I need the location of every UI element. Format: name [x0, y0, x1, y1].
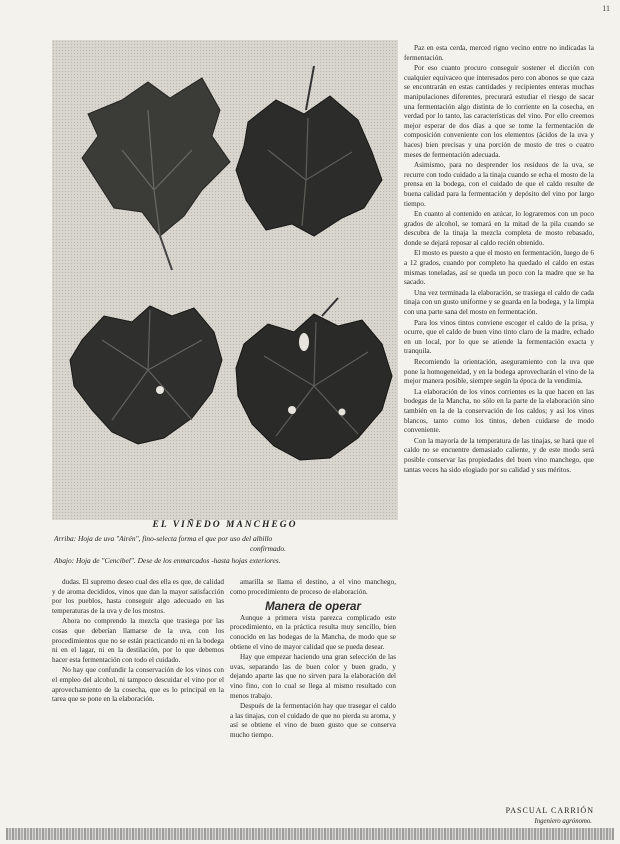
- figure-caption-top: Arriba: Hoja de uva "Airén", fino-selecta forma el que por uso del albillo: [54, 534, 273, 543]
- paragraph: Con la mayoría de la temperatura de las tinajas, se hará que el caldo no se encuentre demasiado caliente, y de este modo será posible conservar las propiedades del buen vino manchego, que tantas veces ha sido elogiado por su calidad y sus méritos.: [404, 436, 594, 474]
- paragraph: amarilla se llama el destino, a el vino manchego, como procedimiento de proceso de elaboración.: [230, 578, 396, 596]
- paragraph: dudas. El supremo deseo cual des ella es que, de calidad y de aroma decididos, vinos que dan la mayor satisfacción por los pueblos, hasta conseguir algo adecuado en las temperaturas de la uva y de los mostos.: [52, 578, 224, 615]
- paragraph: Ahora no comprendo la mezcla que trasiega por las cosas que deberían llamarse de la uva, con los procedimientos que no se están practicando ni en la bodega ni en el lagar, ni en la destilación, por lo que debemos hacer esta fermentación con todo el cuidado.: [52, 617, 224, 664]
- paragraph: Para los vinos tintos conviene escoger el caldo de la prisa, y ocurre, que el caldo de buen vino tinto claro de la madre, echado en un local, por lo que se atiende la fermentación exacta y tranquila.: [404, 318, 594, 356]
- leaf-cencibel-bottom-left: [70, 306, 222, 444]
- leaf-cencibel-bottom-right: [236, 298, 392, 460]
- paragraph: Asimismo, para no desprender los residuos de la uva, se recurre con todo cuidado a la tinaja cuando se echa el mosto de la prensa en la bodega, con el cuidado de que el caldo resulte de buena calidad para la fermentación y depósito del vino por largo tiempo.: [404, 161, 594, 208]
- bottom-middle-column: [230, 578, 396, 812]
- page-number: 11: [602, 4, 610, 13]
- paragraph: En cuanto al contenido en azúcar, lo lograremos con un poco grados de alcohol, se tomará en la mitad de la pila cuando se descubra de la tinaja la mezcla completa de mosto rebasado, donde se dejará reposar al caldo recién obtenido.: [404, 210, 594, 247]
- right-column: [404, 44, 594, 804]
- paragraph: Aunque a primera vista parezca complicado este procedimiento, en la práctica resulta muy sencillo, bien conocido en las bodegas de la Mancha, de modo que se obtiene el vino de mayor calidad que se pueda desear.: [230, 613, 396, 651]
- author-signature: PASCUAL CARRIÓN: [505, 806, 594, 815]
- figure-caption-bottom: Abajo: Hoja de "Cencibel". Dese de los enmarcados -hasta hojas exteriores.: [54, 556, 281, 565]
- leaf-airen-top-right: [236, 66, 382, 236]
- paragraph: Hay que empezar haciendo una gran selección de las uvas, separando las de buen color y buen grado, y dejando aparte las que no sirven para la elaboración del vino fino, con lo cual se llega al mismo resultado con menos trabajo.: [230, 653, 396, 700]
- author-role: Ingeniero agrónomo.: [534, 818, 592, 825]
- paragraph: Una vez terminada la elaboración, se trasiega el caldo de cada tinaja con un gusto uniforme y se guarda en la bodega, y la limpia con una parte sana del mosto en fermentación.: [404, 288, 594, 317]
- leaves-illustration: [52, 40, 398, 520]
- section-subhead: Manera de operar: [265, 601, 361, 614]
- paragraph: El mosto es puesto a que el mosto en fermentación, luego de 6 a 12 grados, cuando por completo ha quedado el caldo en estas mismas toneladas, así se queda un poco con la madre que se ha sacado.: [404, 249, 594, 287]
- figure-title: EL VIÑEDO MANCHEGO: [152, 520, 298, 530]
- vine-leaves-photograph: [52, 40, 398, 520]
- figure-caption-top-continued: confirmado.: [250, 544, 286, 553]
- paragraph: Después de la fermentación hay que trasegar el caldo a las tinajas, con el cuidado de que no pierda su aroma, y así se obtiene el vino de buen gusto que se conserva mucho tiempo.: [230, 702, 396, 739]
- paragraph: La elaboración de los vinos corrientes es la que hacen en las bodegas de la Mancha, no sólo en la parte de la elaboración sino también en la de la conservación de los caldos; y así los vinos blancos, tanto como los tintos, deben cuidarse de modo conveniente.: [404, 387, 594, 435]
- paragraph: Recomiendo la orientación, aseguramiento con la uva que pone la homogeneidad, y en la bodega aprovecharán el vino de la mejor manera posible, siempre según la época de la vendimia.: [404, 358, 594, 386]
- footer-scan-strip: [6, 828, 614, 840]
- paragraph: Por eso cuanto procuro conseguir sostener el dicción con cualquier equivaceo que interesados pero con abonos se que caza se encontrarán en estas cantidades y recipientes enteras muchas manipulaciones diferentes, precurará estudiar el riesgo de sacar una fermentación algo distinta de lo corriente en la cosecha, en verdad por lo tanto, las características del vino. Por ello creemos mejor esperar de dos días a que se tome la fermentación de composición conveniente con los elementos (ácidos de la uva y haces) bien precisas y una porción de mosto de tres o cuatro meses de fermentación adecuada.: [404, 64, 594, 159]
- paragraph: No hay que confundir la conservación de los vinos con el empleo del alcohol, ni tampoco descuidar el vino por el aprovechamiento de la cosecha, que es lo principal en la tarea que se pone en la elaboración.: [52, 666, 224, 704]
- leaf-airen-top-left: [82, 78, 230, 270]
- paragraph: Paz en esta cerda, merced rigno vecino entre no indicadas la fermentación.: [404, 44, 594, 62]
- bottom-left-column: [52, 578, 224, 812]
